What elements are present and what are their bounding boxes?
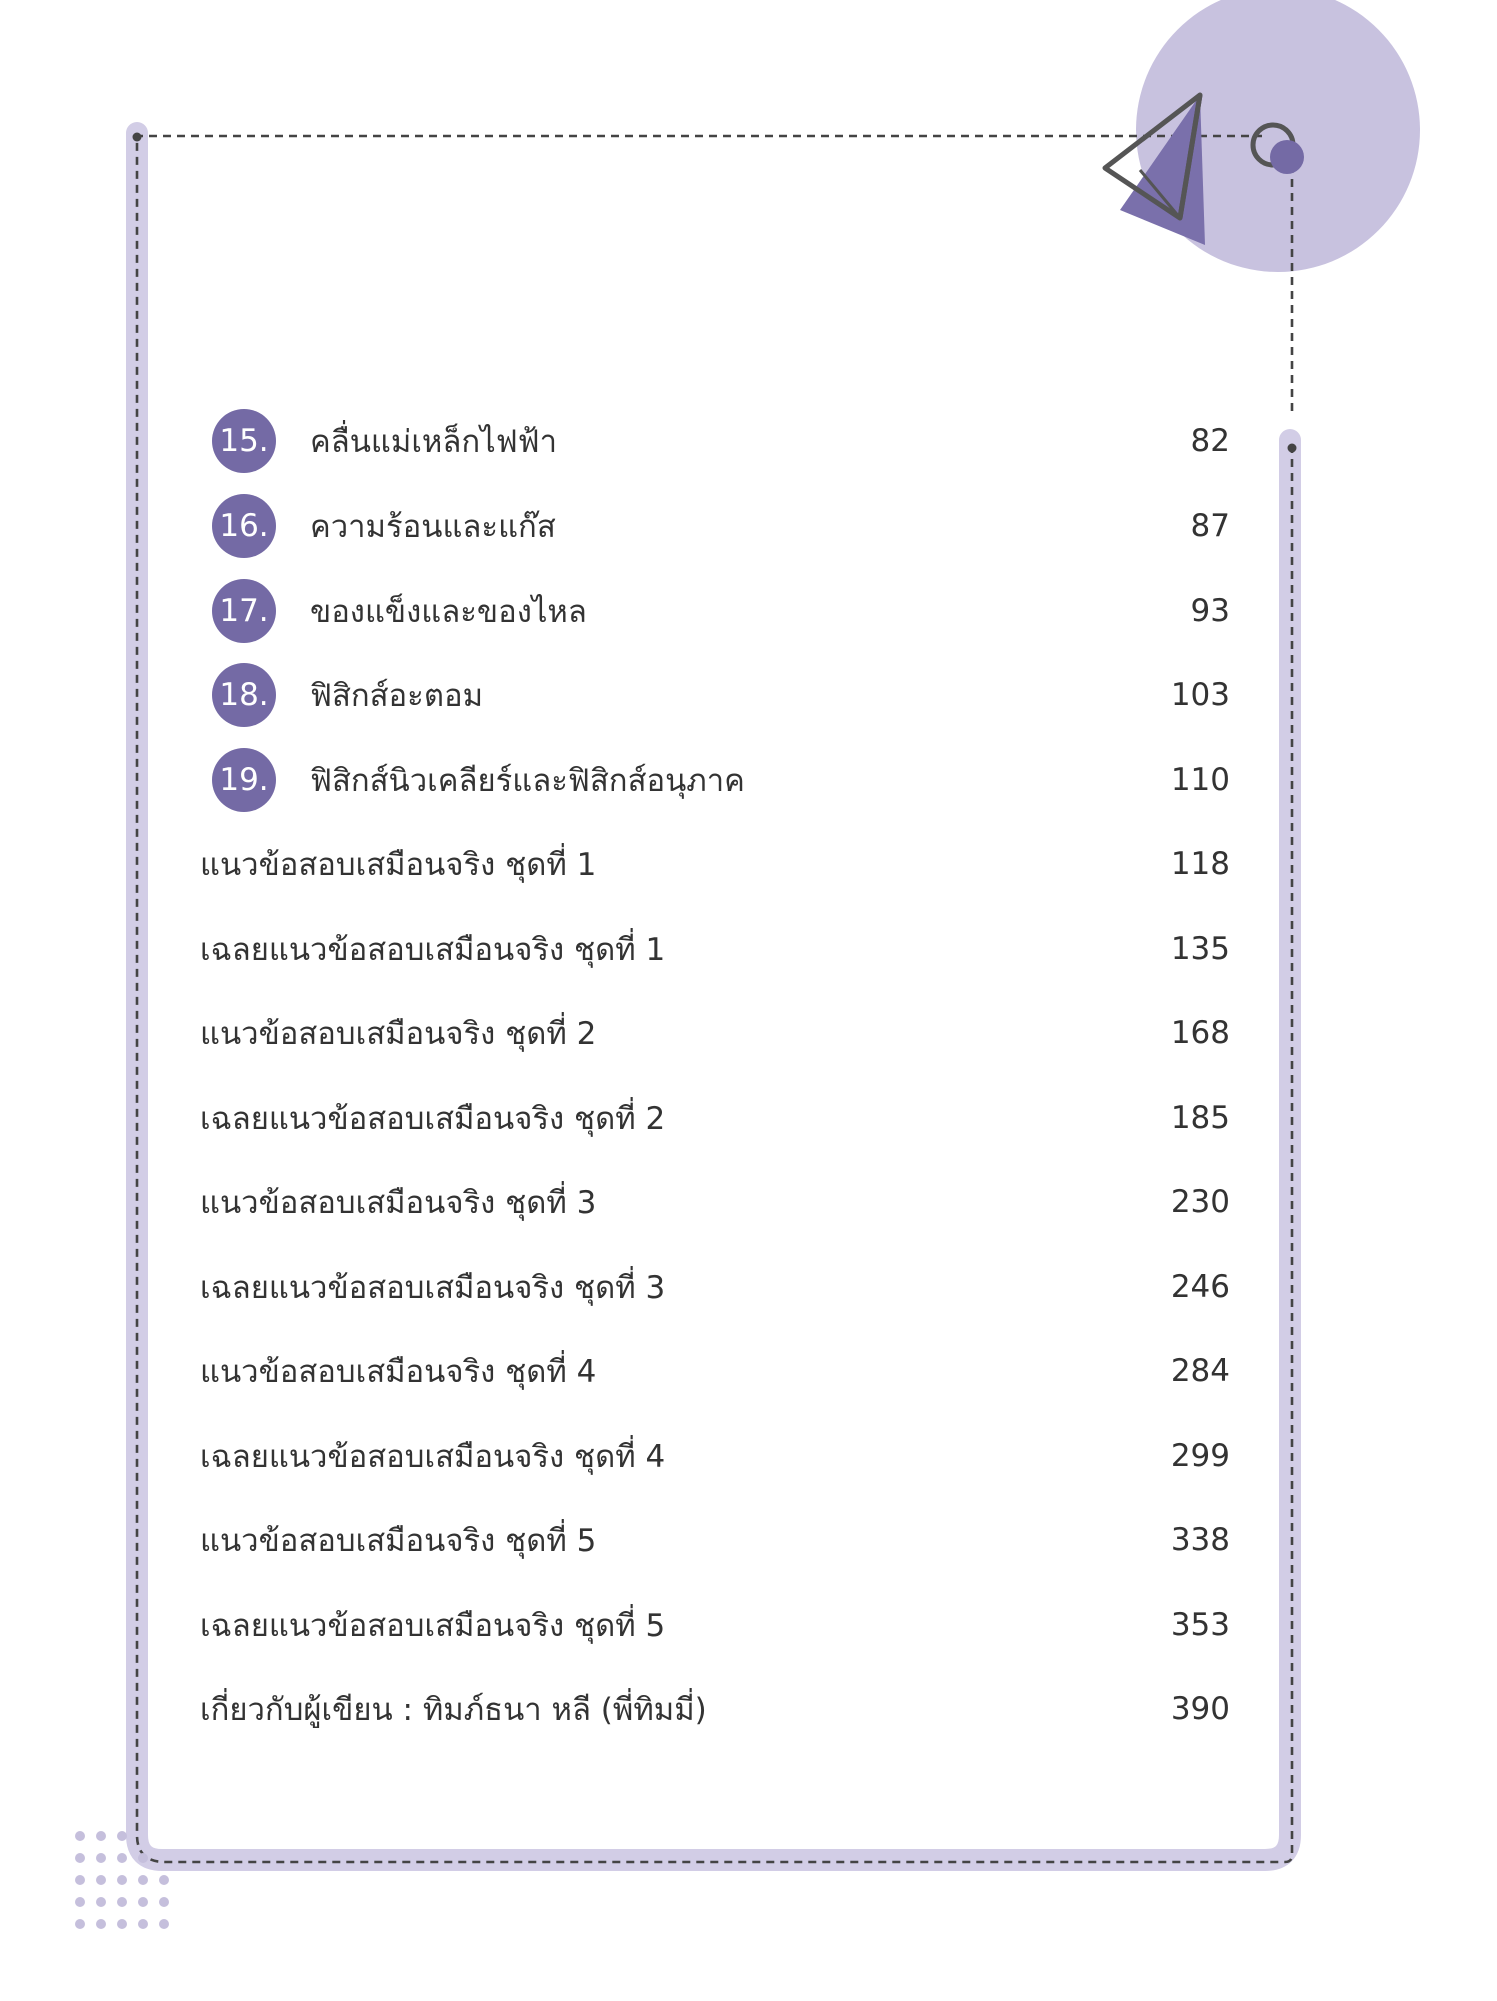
page-number: 230 <box>1170 1184 1230 1220</box>
page-number: 338 <box>1170 1522 1230 1558</box>
toc-entry-row[interactable] <box>200 1510 1230 1570</box>
page-number: 93 <box>1190 593 1230 629</box>
chapter-title: ของแข็งและของไหล <box>310 594 587 630</box>
toc-entry-row[interactable] <box>200 1679 1230 1739</box>
chapter-title: ความร้อนและแก๊ส <box>310 509 556 545</box>
entry-title: เฉลยแนวข้อสอบเสมือนจริง ชุดที่ 5 <box>200 1608 666 1644</box>
toc-chapter-row[interactable] <box>212 581 1230 641</box>
page-number: 353 <box>1170 1607 1230 1643</box>
toc-chapter-row[interactable] <box>212 411 1230 471</box>
toc-entry-row[interactable] <box>200 1426 1230 1486</box>
chapter-number-badge: 19. <box>212 748 276 812</box>
chapter-title: ฟิสิกส์อะตอม <box>310 678 484 714</box>
entry-title: แนวข้อสอบเสมือนจริง ชุดที่ 2 <box>200 1016 597 1052</box>
page-number: 82 <box>1190 423 1230 459</box>
toc-entry-row[interactable] <box>200 1088 1230 1148</box>
chapter-number-badge: 18. <box>212 663 276 727</box>
entry-title: แนวข้อสอบเสมือนจริง ชุดที่ 4 <box>200 1354 597 1390</box>
entry-title: แนวข้อสอบเสมือนจริง ชุดที่ 3 <box>200 1185 597 1221</box>
page-number: 299 <box>1170 1438 1230 1474</box>
entry-title: เฉลยแนวข้อสอบเสมือนจริง ชุดที่ 1 <box>200 932 666 968</box>
page-number: 110 <box>1170 762 1230 798</box>
toc-entry-row[interactable] <box>200 1595 1230 1655</box>
entry-title: เฉลยแนวข้อสอบเสมือนจริง ชุดที่ 4 <box>200 1439 666 1475</box>
toc-entry-row[interactable] <box>200 834 1230 894</box>
page-number: 284 <box>1170 1353 1230 1389</box>
toc-entry-row[interactable] <box>200 1003 1230 1063</box>
page-number: 103 <box>1170 677 1230 713</box>
page-number: 390 <box>1170 1691 1230 1727</box>
chapter-number-badge: 17. <box>212 579 276 643</box>
toc-entry-row[interactable] <box>200 1172 1230 1232</box>
toc-entry-row[interactable] <box>200 1257 1230 1317</box>
toc-entry-row[interactable] <box>200 1341 1230 1401</box>
entry-title: เกี่ยวกับผู้เขียน : ทิมภ์ธนา หลี (พี่ทิมมี่) <box>200 1692 707 1728</box>
toc-chapter-row[interactable] <box>212 496 1230 556</box>
toc-chapter-row[interactable] <box>212 750 1230 810</box>
page-number: 118 <box>1170 846 1230 882</box>
page-number: 168 <box>1170 1015 1230 1051</box>
entry-title: แนวข้อสอบเสมือนจริง ชุดที่ 5 <box>200 1523 597 1559</box>
chapter-number-badge: 15. <box>212 409 276 473</box>
page-number: 87 <box>1190 508 1230 544</box>
toc-chapter-row[interactable] <box>212 665 1230 725</box>
page-number: 135 <box>1170 931 1230 967</box>
toc-entry-row[interactable] <box>200 919 1230 979</box>
chapter-number-badge: 16. <box>212 494 276 558</box>
page-number: 246 <box>1170 1269 1230 1305</box>
chapter-title: ฟิสิกส์นิวเคลียร์และฟิสิกส์อนุภาค <box>310 763 745 799</box>
entry-title: แนวข้อสอบเสมือนจริง ชุดที่ 1 <box>200 847 597 883</box>
entry-title: เฉลยแนวข้อสอบเสมือนจริง ชุดที่ 3 <box>200 1270 666 1306</box>
page-number: 185 <box>1170 1100 1230 1136</box>
entry-title: เฉลยแนวข้อสอบเสมือนจริง ชุดที่ 2 <box>200 1101 666 1137</box>
chapter-title: คลื่นแม่เหล็กไฟฟ้า <box>310 424 558 460</box>
